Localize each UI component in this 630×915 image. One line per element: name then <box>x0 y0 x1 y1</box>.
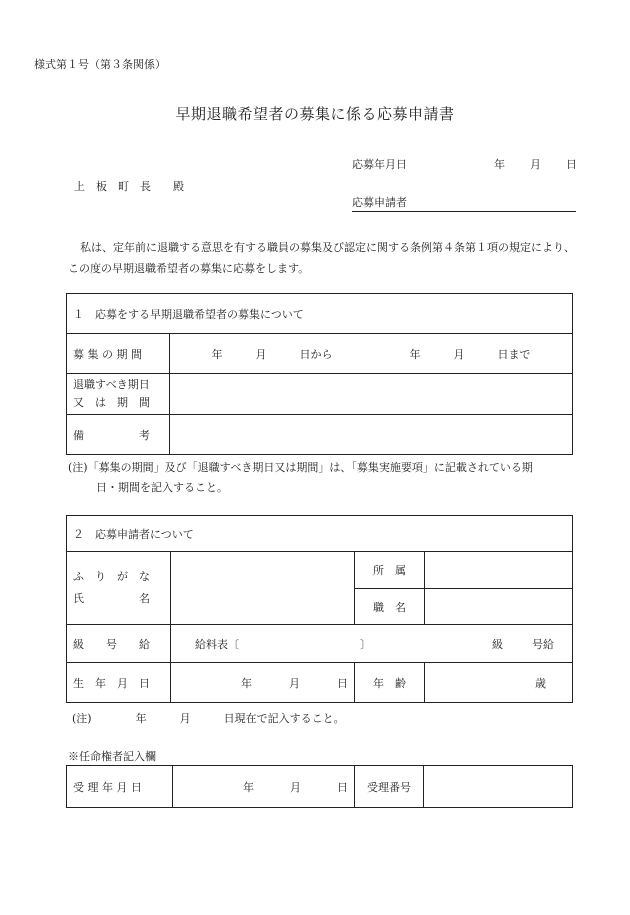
birth-month-unit: 月 <box>289 676 300 690</box>
furigana-label: ふ り が な <box>73 570 150 583</box>
name-label <box>67 552 171 625</box>
retirement-date-label <box>67 374 170 415</box>
note1-line1: (注)「募集の期間」及び「退職すべき期日又は期間」は、「募集実施要項」に記載されている期 <box>68 461 533 474</box>
birth-year-unit: 年 <box>241 676 252 690</box>
birth-date-label: 生 年 月 日 <box>67 663 171 703</box>
official-use-label: ※任命権者記入欄 <box>68 750 156 763</box>
note1 <box>68 458 578 498</box>
age-field[interactable] <box>425 663 573 703</box>
age-label: 年 齢 <box>355 663 425 703</box>
received-date-field[interactable] <box>173 766 355 808</box>
applicant-label: 応募申請者 <box>352 194 576 212</box>
received-day-unit: 日 <box>337 780 348 794</box>
document-title: 早期退職希望者の募集に係る応募申請書 <box>175 105 455 123</box>
section2-heading: ２ 応募申請者について <box>67 516 573 552</box>
note1-line2: 日・期間を記入すること。 <box>96 481 228 494</box>
grade-unit: 級 <box>492 637 503 651</box>
recruitment-period-label: 募 集 の 期 間 <box>67 334 170 374</box>
section1-heading: １ 応募をする早期退職希望者の募集について <box>67 294 573 334</box>
name-label-text: 氏 名 <box>73 592 150 605</box>
birth-date-field[interactable] <box>171 663 355 703</box>
department-field[interactable] <box>425 552 573 589</box>
section1-table <box>66 293 573 455</box>
remarks-label: 備 考 <box>67 415 170 455</box>
grade-label: 級 号 給 <box>67 625 171 663</box>
section2-table <box>66 515 573 703</box>
received-date-label: 受 理 年 月 日 <box>67 766 173 808</box>
department-label: 所 属 <box>355 552 425 589</box>
remarks-field[interactable] <box>170 415 573 455</box>
age-unit: 歳 <box>535 676 546 690</box>
application-date-day: 日 <box>566 158 577 171</box>
job-title-label: 職 名 <box>355 589 425 625</box>
birth-day-unit: 日 <box>337 676 348 690</box>
application-date-year: 年 <box>494 158 505 171</box>
application-statement: 私は、定年前に退職する意思を有する職員の募集及び認定に関する条例第４条第１項の規定により、この度の早期退職希望者の募集に応募をします。 <box>68 241 575 275</box>
retirement-date-label-line1: 退職すべき期日 <box>73 378 150 391</box>
application-date-month: 月 <box>530 158 541 171</box>
grade-field[interactable] <box>171 625 573 663</box>
step-unit: 号給 <box>532 637 554 651</box>
received-month-unit: 月 <box>290 780 301 794</box>
form-number: 様式第１号（第３条関係） <box>34 58 166 71</box>
job-title-field[interactable] <box>425 589 573 625</box>
name-field[interactable] <box>171 552 355 625</box>
salary-table-label: 給料表〔 〕 <box>195 637 371 651</box>
note2: (注) 年 月 日現在で記入すること。 <box>72 712 345 725</box>
official-use-table <box>66 765 573 808</box>
application-date-label: 応募年月日 <box>352 158 407 171</box>
received-year-unit: 年 <box>243 780 254 794</box>
retirement-date-label-line2: 又 は 期 間 <box>73 396 150 409</box>
retirement-date-field[interactable] <box>170 374 573 415</box>
receipt-number-field[interactable] <box>424 766 573 808</box>
addressee: 上 板 町 長 殿 <box>74 180 184 193</box>
recruitment-period-value: 年 月 日から 年 月 日まで <box>170 334 573 374</box>
receipt-number-label: 受理番号 <box>355 766 424 808</box>
